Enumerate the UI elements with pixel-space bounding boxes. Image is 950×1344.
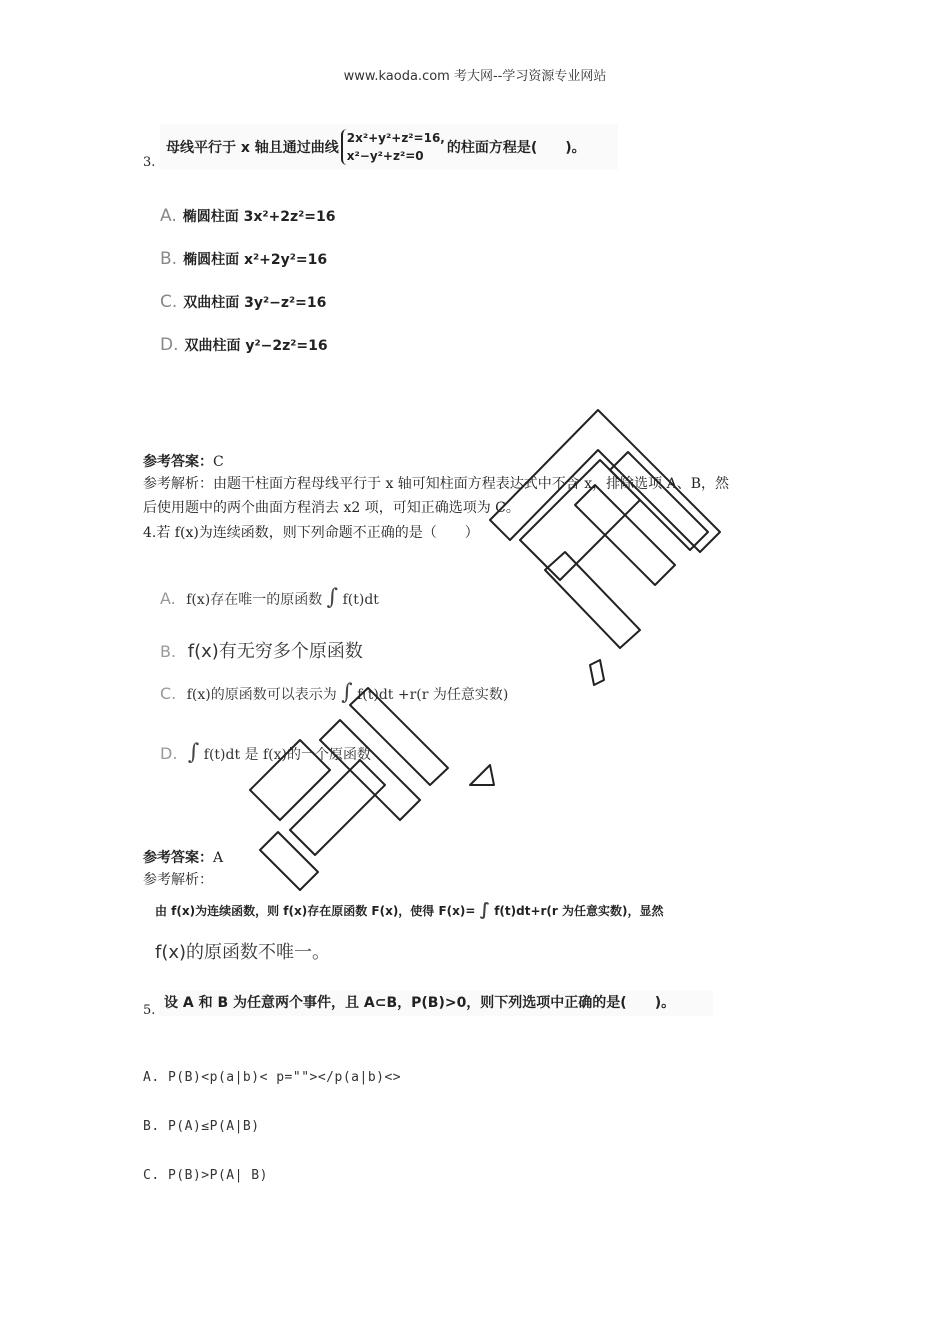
q3-option-c [160,292,326,312]
option-text: f(x)有无穷多个原函数 [187,641,363,662]
equation-1: 2x²+y²+z²=16, [346,131,445,145]
answer-value: A [213,850,224,866]
equation-2: x²−y²+z²=0 [346,149,424,163]
q4-option-a [160,585,379,610]
integral-icon: ∫ [341,680,353,705]
analysis-text: 由 f(x)为连续函数，则 f(x)存在原函数 F(x)，使得 F(x)= [155,904,476,918]
analysis-line-1: 参考解析：由题干柱面方程母线平行于 x 轴可知柱面方程表达式中不含 x，排除选项 A、B，然 [143,476,729,492]
option-letter: A. [160,589,176,608]
question-5-number: 5. [143,1003,156,1018]
question-3-number: 3. [143,155,156,170]
watermark-stroke [590,660,604,685]
q3-answer [143,451,224,471]
watermark-stroke [260,832,318,890]
q5-option-b: B. P(A)≤P(A|B) [143,1119,260,1134]
watermark-stroke [290,760,385,855]
answer-label: 参考答案： [143,454,213,470]
question-3-stem-post: 的柱面方程是( )。 [446,140,586,156]
question-3-stem-pre: 母线平行于 x 轴且通过曲线 [166,140,339,156]
option-text-post: f(t)dt [342,592,379,608]
q4-option-d [160,740,371,765]
q4-option-b [160,637,363,663]
option-text: f(x)存在唯一的原函数 [186,592,323,608]
page-header: www.kaoda.com 考大网--学习资源专业网站 [343,69,607,84]
q3-option-a [160,206,335,226]
option-text: 双曲柱面 3y²−z²=16 [183,295,327,311]
integral-icon: ∫ [479,900,491,920]
option-text: 椭圆柱面 x²+2y²=16 [183,252,328,268]
option-letter: C. [160,684,177,703]
integral-icon: ∫ [326,585,339,610]
watermark-stroke [320,720,420,820]
q4-analysis-label: 参考解析： [143,872,213,888]
q3-option-b [160,249,327,269]
q5-option-a: A. P(B)<p(a|b)< p=""></p(a|b)<> [143,1070,402,1085]
option-letter: D. [160,744,178,763]
question-4-stem: 4.若 f(x)为连续函数，则下列命题不正确的是（ ） [143,525,479,541]
q4-analysis-image-line2: f(x)的原函数不唯一。 [155,942,331,963]
option-text: 椭圆柱面 3x²+2z²=16 [182,209,336,225]
q3-option-d [160,335,328,355]
integral-icon: ∫ [187,740,200,765]
answer-value: C [213,454,224,470]
option-letter: C. [160,292,178,312]
question-3-stem [160,124,618,170]
option-letter: A. [160,206,177,226]
equation-system [341,129,445,165]
option-letter: B. [160,642,177,661]
q4-option-c [160,680,508,705]
q3-analysis [143,472,823,520]
option-text: f(x)的原函数可以表示为 [186,687,337,703]
option-letter: D. [160,335,179,355]
q4-answer [143,847,223,867]
option-text-post: f(t)dt +r(r 为任意实数) [357,687,509,703]
watermark-stroke [470,765,494,785]
analysis-line-2: 后使用题中的两个曲面方程消去 x2 项，可知正确选项为 C。 [143,500,520,516]
option-letter: B. [160,249,178,269]
question-5-stem: 设 A 和 B 为任意两个事件，且 A⊂B，P(B)>0，则下列选项中正确的是( )。 [160,990,713,1016]
q4-analysis-image-line1 [155,900,695,920]
option-text-post: f(t)dt 是 f(x)的一个原函数 [203,747,372,763]
option-text: 双曲柱面 y²−2z²=16 [184,338,328,354]
analysis-text-post: f(t)dt+r(r 为任意实数)，显然 [494,904,664,918]
answer-label: 参考答案： [143,850,213,866]
watermark-stroke [545,552,640,648]
q5-option-c: C. P(B)>P(A| B) [143,1168,268,1183]
